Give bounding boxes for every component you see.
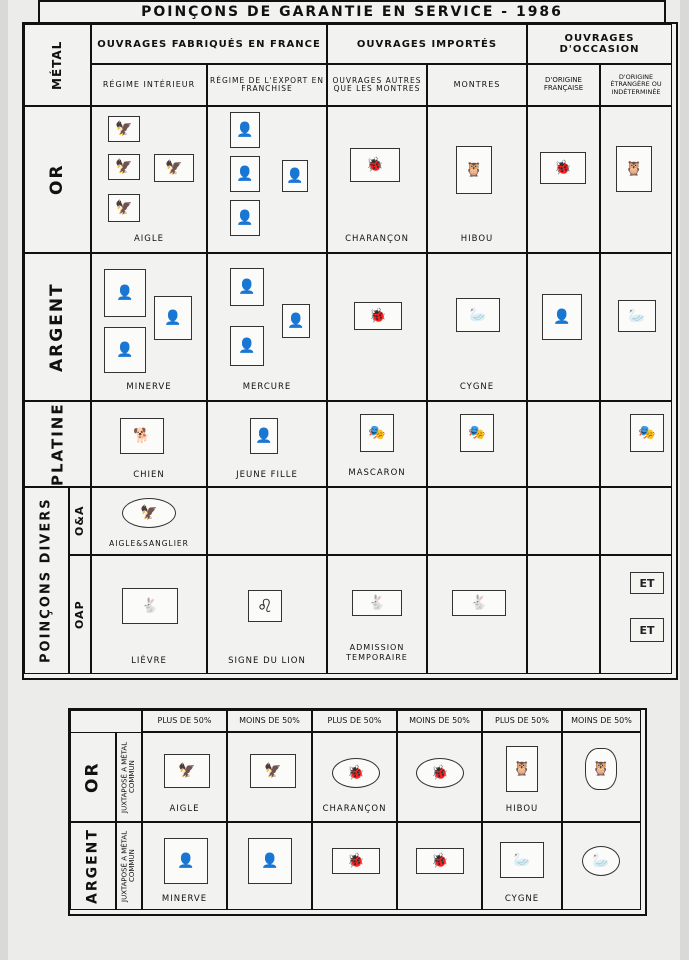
head-icon: 👤	[230, 326, 264, 366]
header-origine-fr: D'ORIGINE FRANÇAISE	[527, 64, 600, 106]
eagle-icon: 🦅	[108, 154, 140, 180]
head-icon: 👤	[248, 838, 292, 884]
head-icon: 👤	[230, 268, 264, 306]
weevil-icon: 🐞	[416, 758, 464, 788]
header-montres: MONTRES	[427, 64, 527, 106]
header-regime-interieur: RÉGIME INTÉRIEUR	[91, 64, 207, 106]
head-icon: 👤	[230, 156, 260, 192]
label-hibou: HIBOU	[505, 804, 539, 814]
et-stamp: ET	[630, 572, 664, 594]
dog-icon: 🐕	[120, 418, 164, 454]
bottom-table	[68, 708, 647, 916]
label-aigle: AIGLE	[169, 804, 200, 814]
swan-icon: 🦢	[618, 300, 656, 332]
mask-icon: 🎭	[630, 414, 664, 452]
header-metal: MÉTAL	[24, 24, 91, 106]
bottom-row-argent-sub: JUXTAPOSÉ A MÉTAL COMMUN	[116, 822, 142, 910]
cell	[327, 487, 427, 555]
label-jeune-fille: JEUNE FILLE	[236, 470, 298, 480]
header-moins: MOINS DE 50%	[227, 710, 312, 732]
weevil-icon: 🐞	[540, 152, 586, 184]
bottom-row-or-sub: JUXTAPOSÉ A MÉTAL COMMUN	[116, 732, 142, 822]
page-title: POINÇONS DE GARANTIE EN SERVICE - 1986	[38, 0, 666, 24]
weevil-icon: 🐞	[350, 148, 400, 182]
lion-icon: ♌	[248, 590, 282, 622]
cell	[527, 401, 600, 487]
weevil-icon: 🐞	[332, 848, 380, 874]
row-divers: POINÇONS DIVERS	[24, 487, 69, 674]
bottom-row-or: OR	[70, 732, 116, 822]
header-plus: PLUS DE 50%	[482, 710, 562, 732]
swan-icon: 🦢	[500, 842, 544, 878]
eagle-icon: 🦅	[108, 194, 140, 222]
label-hibou: HIBOU	[460, 234, 494, 244]
owl-icon: 🦉	[585, 748, 617, 790]
label-cygne: CYGNE	[504, 894, 540, 904]
swan-icon: 🦢	[456, 298, 500, 332]
head-icon: 👤	[282, 160, 308, 192]
mask-icon: 🎭	[360, 414, 394, 452]
owl-icon: 🦉	[506, 746, 538, 792]
head-icon: 👤	[230, 200, 260, 236]
eagle-icon: 🦅	[122, 498, 176, 528]
et-stamp: ET	[630, 618, 664, 642]
head-icon: 👤	[104, 269, 146, 317]
row-oa: O&A	[69, 487, 91, 555]
main-table	[22, 22, 678, 680]
header-regime-export: RÉGIME DE L'EXPORT EN FRANCHISE	[207, 64, 327, 106]
bottom-row-argent: ARGENT	[70, 822, 116, 910]
hare-icon: 🐇	[352, 590, 402, 616]
label-signe-lion: SIGNE DU LION	[228, 656, 306, 666]
header-moins: MOINS DE 50%	[397, 710, 482, 732]
row-argent: ARGENT	[24, 253, 91, 401]
header-origine-etr: D'ORIGINE ÉTRANGÈRE OU INDÉTERMINÉE	[600, 64, 672, 106]
row-platine: PLATINE	[24, 401, 91, 487]
header-france: OUVRAGES FABRIQUÉS EN FRANCE	[91, 24, 327, 64]
label-lievre: LIÈVRE	[131, 656, 167, 666]
hare-icon: 🐇	[452, 590, 506, 616]
row-oap: OAP	[69, 555, 91, 674]
head-icon: 👤	[104, 327, 146, 373]
label-aigle: AIGLE	[133, 234, 164, 244]
owl-icon: 🦉	[616, 146, 652, 192]
head-icon: 👤	[282, 304, 310, 338]
label-minerve: MINERVE	[126, 382, 172, 392]
swan-icon: 🦢	[582, 846, 620, 876]
mask-icon: 🎭	[460, 414, 494, 452]
label-mercure: MERCURE	[242, 382, 292, 392]
head-icon: 👤	[154, 296, 192, 340]
head-icon: 👤	[250, 418, 278, 454]
header-plus: PLUS DE 50%	[142, 710, 227, 732]
cell	[600, 487, 672, 555]
header-moins: MOINS DE 50%	[562, 710, 641, 732]
head-icon: 👤	[230, 112, 260, 148]
eagle-icon: 🦅	[164, 754, 210, 788]
header-importes: OUVRAGES IMPORTÉS	[327, 24, 527, 64]
eagle-icon: 🦅	[250, 754, 296, 788]
header-plus: PLUS DE 50%	[312, 710, 397, 732]
cell	[207, 487, 327, 555]
cell	[527, 555, 600, 674]
eagle-icon: 🦅	[154, 154, 194, 182]
document-sheet	[8, 0, 680, 960]
bottom-corner	[70, 710, 142, 732]
eagle-icon: 🦅	[108, 116, 140, 142]
header-autres: OUVRAGES AUTRES QUE LES MONTRES	[327, 64, 427, 106]
label-charancon: CHARANÇON	[322, 804, 387, 814]
hare-icon: 🐇	[122, 588, 178, 624]
label-minerve: MINERVE	[161, 894, 208, 904]
weevil-icon: 🐞	[332, 758, 380, 788]
head-icon: 👤	[164, 838, 208, 884]
label-admission: ADMISSION TEMPORAIRE	[346, 643, 408, 662]
label-chien: CHIEN	[133, 470, 165, 480]
cell	[207, 106, 327, 253]
head-icon: 👤	[542, 294, 582, 340]
label-mascaron: MASCARON	[348, 468, 406, 478]
weevil-icon: 🐞	[354, 302, 402, 330]
owl-icon: 🦉	[456, 146, 492, 194]
cell	[427, 487, 527, 555]
label-cygne: CYGNE	[459, 382, 495, 392]
header-occasion: OUVRAGES D'OCCASION	[527, 24, 672, 64]
label-aigle-sanglier: AIGLE&SANGLIER	[109, 539, 189, 548]
label-charancon: CHARANÇON	[345, 234, 409, 244]
row-or: OR	[24, 106, 91, 253]
weevil-icon: 🐞	[416, 848, 464, 874]
cell	[527, 487, 600, 555]
